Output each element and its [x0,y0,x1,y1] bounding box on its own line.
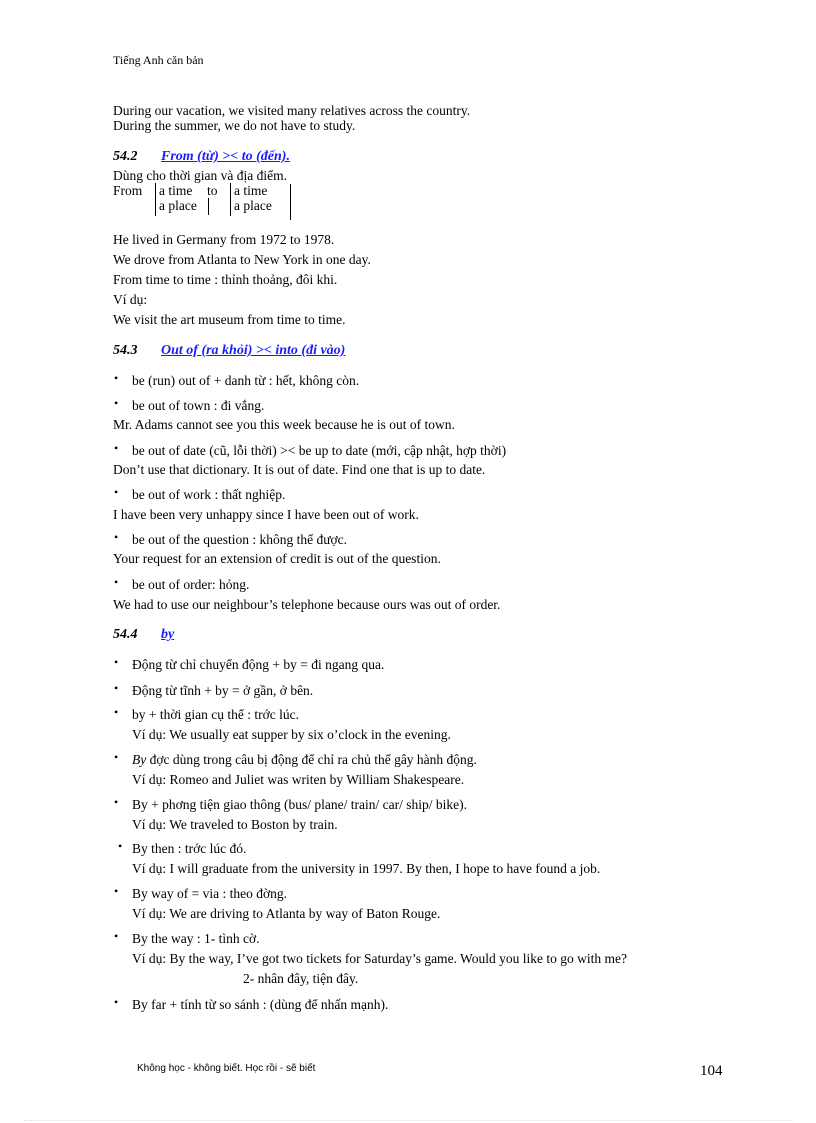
example-line: Ví dụ: We usually eat supper by six o’clock in the evening. [132,727,451,742]
table-divider [155,183,156,216]
table-from: From [113,183,143,198]
page-header: Tiếng Anh căn bản [113,53,204,67]
bullet-icon: • [114,485,119,499]
bullet-icon: • [114,396,119,410]
table-time: a time [234,183,268,198]
table-place: a place [234,198,272,213]
bullet-text: By far + tính từ so sánh : (dùng để nhấn mạnh). [132,997,389,1012]
bullet-icon: • [114,575,119,589]
bullet-icon: • [114,795,119,809]
table-to: to [207,183,218,198]
bullet-text: be out of town : đi vắng. [132,398,265,413]
bullet-text: By + phơng tiện giao thông (bus/ plane/ train/ car/ ship/ bike). [132,797,467,812]
bullet-text: be out of order: hỏng. [132,577,250,592]
intro-line: During the summer, we do not have to study. [113,118,356,133]
bullet-text: By the way : 1- tình cờ. [132,931,260,946]
bullet-text: be out of the question : không thể được. [132,532,348,547]
section-number: 54.2 [113,149,138,164]
example-line: Ví dụ: [113,292,148,307]
bullet-rest: đợc dùng trong câu bị động để chỉ ra chủ thể gây hành động. [146,752,477,767]
section-number: 54.3 [113,343,138,358]
table-place: a place [159,198,197,213]
example-line: We drove from Atlanta to New York in one day. [113,252,371,267]
bullet-icon: • [114,884,119,898]
example-line: Ví dụ: Romeo and Juliet was writen by William Shakespeare. [132,772,465,787]
example-line: We visit the art museum from time to time. [113,312,346,327]
example-line: Ví dụ: We traveled to Boston by train. [132,817,338,832]
example-line: Your request for an extension of credit is out of the question. [113,551,441,566]
footer-tagline: Không học - không biết. Học rồi - sẽ biết [137,1063,316,1074]
example-line: Ví dụ: By the way, I’ve got two tickets for Saturday’s game. Would you like to go with me? [132,951,627,966]
section-title-link[interactable]: Out of (ra khỏi) >< into (đi vào) [161,343,346,358]
example-line: Ví dụ: We are driving to Atlanta by way of Baton Rouge. [132,906,441,921]
section-description: Dùng cho thời gian và địa điểm. [113,168,287,183]
example-line: I have been very unhappy since I have been out of work. [113,507,419,522]
table-time: a time [159,183,193,198]
bullet-text: be (run) out of + danh từ : hết, không còn. [132,373,360,388]
intro-line: During our vacation, we visited many relatives across the country. [113,103,471,118]
bullet-text: be out of date (cũ, lỗi thời) >< be up to date (mới, cập nhật, hợp thời) [132,443,507,458]
bullet-text [132,752,477,768]
example-line: 2- nhân đây, tiện đây. [243,971,359,986]
bullet-text: be out of work : thất nghiệp. [132,487,286,502]
bullet-italic-word: By [132,752,147,767]
example-line: From time to time : thỉnh thoảng, đôi khi. [113,272,338,287]
example-line: Mr. Adams cannot see you this week because he is out of town. [113,417,455,432]
bullet-text: Động từ tĩnh + by = ở gần, ở bên. [132,683,314,698]
example-line: He lived in Germany from 1972 to 1978. [113,232,335,247]
page-edge-divider [24,1120,794,1121]
bullet-icon: • [114,371,119,385]
bullet-icon: • [114,929,119,943]
bullet-icon: • [114,441,119,455]
table-divider [208,198,209,215]
table-divider [290,184,291,220]
bullet-icon: • [114,681,119,695]
example-line: We had to use our neighbour’s telephone because ours was out of order. [113,597,501,612]
bullet-icon: • [114,655,119,669]
example-line: Don’t use that dictionary. It is out of date. Find one that is up to date. [113,462,486,477]
bullet-text: By way of = via : theo đờng. [132,886,287,901]
table-divider [230,183,231,216]
section-title-link[interactable]: From (từ) >< to (đến). [161,149,290,164]
bullet-icon: • [114,750,119,764]
bullet-text: by + thời gian cụ thể : trớc lúc. [132,707,299,722]
bullet-icon: • [114,530,119,544]
bullet-icon: • [114,705,119,719]
bullet-icon: • [118,839,123,853]
bullet-text: Động từ chỉ chuyển động + by = đi ngang qua. [132,657,385,672]
bullet-text: By then : trớc lúc đó. [132,841,247,856]
page-number: 104 [700,1063,723,1079]
bullet-icon: • [114,995,119,1009]
section-number: 54.4 [113,627,138,642]
example-line: Ví dụ: I will graduate from the university in 1997. By then, I hope to have found a job. [132,861,601,876]
section-title-link[interactable]: by [161,627,175,642]
